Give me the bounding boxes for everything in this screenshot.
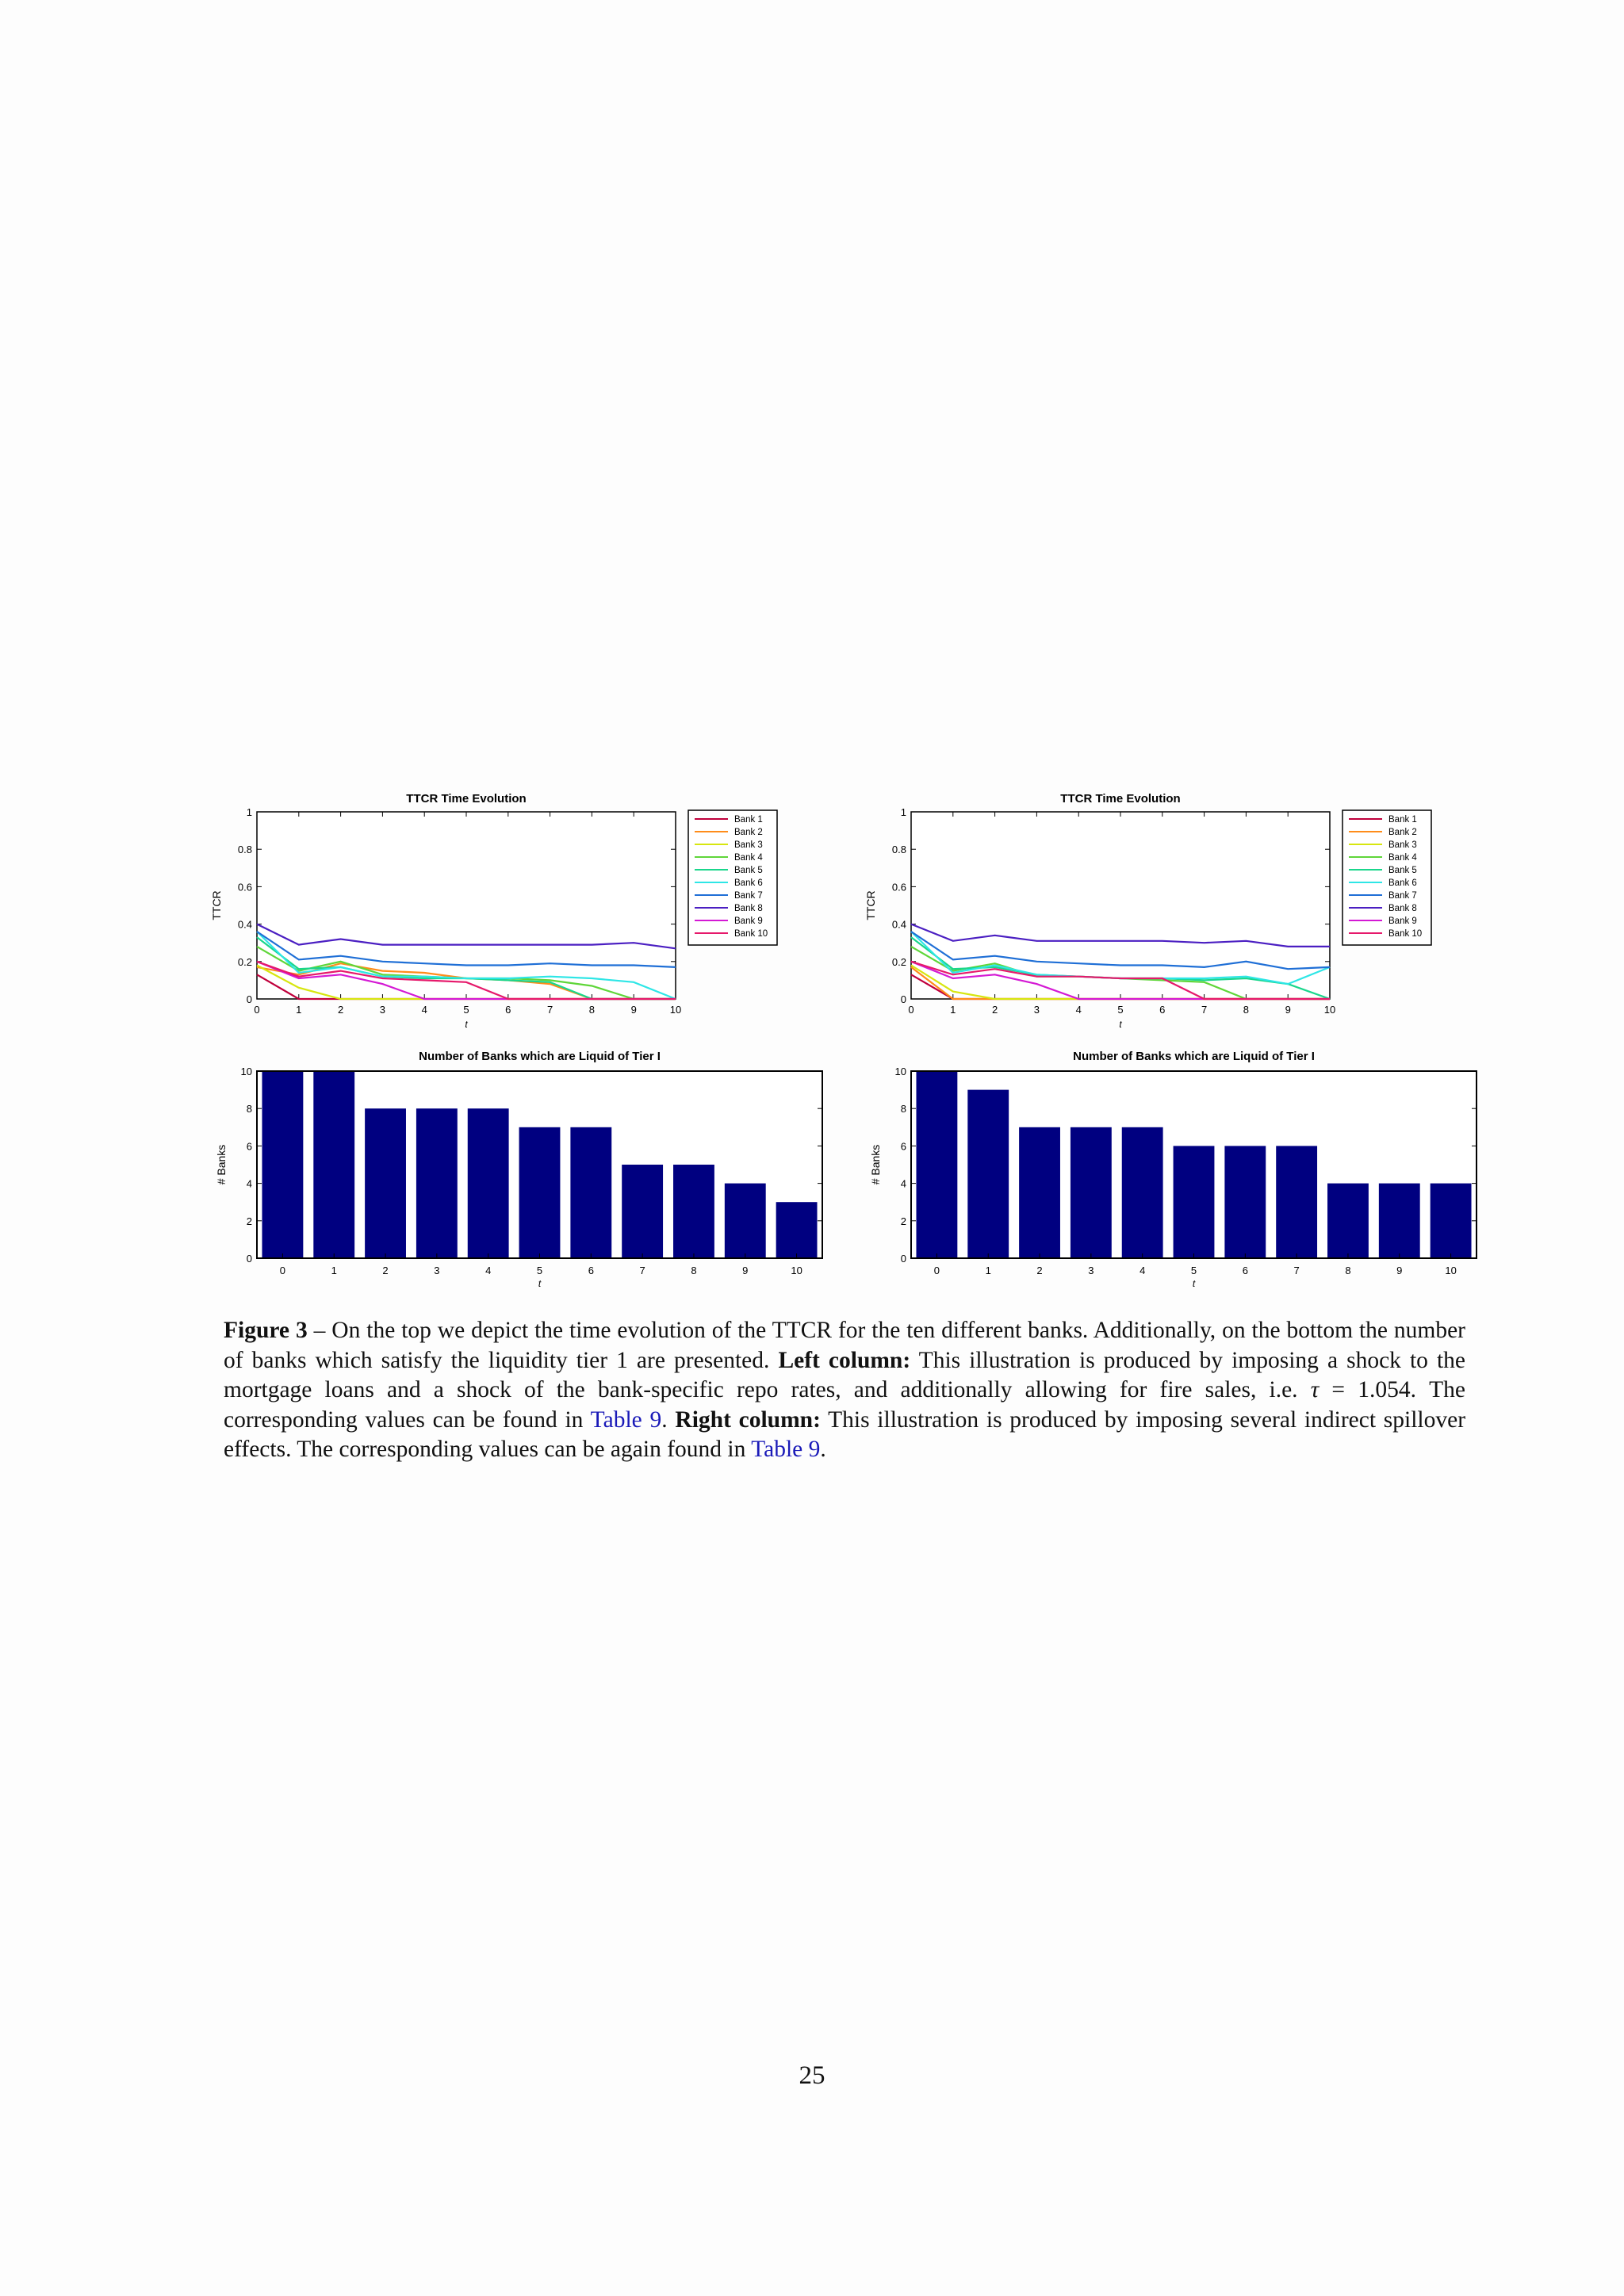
bar-7 (622, 1165, 663, 1258)
y-tick-label: 2 (900, 1215, 906, 1227)
legend-label-bank-6: Bank 6 (1388, 878, 1417, 888)
x-tick-label: 10 (1323, 1004, 1336, 1016)
y-axis-label: # Banks (869, 1144, 882, 1185)
legend-label-bank-4: Bank 4 (734, 853, 763, 863)
bar-10 (1431, 1184, 1472, 1258)
y-tick-label: 0.8 (237, 844, 252, 856)
legend-label-bank-8: Bank 8 (734, 904, 763, 913)
table-9-link-2[interactable]: Table 9 (751, 1437, 821, 1462)
x-axis-label: t (538, 1278, 542, 1289)
x-tick-label: 4 (1075, 1004, 1082, 1016)
y-axis-label: TTCR (210, 890, 223, 920)
x-tick-label: 8 (691, 1265, 697, 1276)
caption-dash: – (307, 1318, 332, 1343)
bar-3 (1071, 1127, 1112, 1258)
legend-label-bank-9: Bank 9 (1388, 916, 1417, 926)
legend-label-bank-10: Bank 10 (1388, 929, 1423, 939)
x-tick-label: 7 (639, 1265, 645, 1276)
caption-text-6: . (820, 1437, 826, 1462)
x-axis-label: t (465, 1019, 468, 1030)
chart-title: TTCR Time Evolution (1060, 792, 1181, 806)
y-tick-label: 4 (246, 1177, 252, 1190)
y-tick-label: 0.6 (237, 881, 252, 894)
x-tick-label: 2 (337, 1004, 344, 1016)
bar-6 (1224, 1146, 1266, 1258)
plot-area (911, 812, 1330, 999)
y-tick-label: 2 (246, 1215, 252, 1227)
legend-label-bank-2: Bank 2 (1388, 828, 1417, 837)
legend-label-bank-7: Bank 7 (734, 891, 763, 901)
x-tick-label: 7 (1201, 1004, 1208, 1016)
x-tick-label: 8 (1243, 1004, 1250, 1016)
x-tick-label: 5 (463, 1004, 469, 1016)
x-tick-label: 10 (1445, 1265, 1457, 1276)
x-tick-label: 9 (1285, 1004, 1291, 1016)
bar-9 (1379, 1184, 1420, 1258)
caption-text-1: On the top we depict the time evolution of the TTCR for the ten different banks. Additionally, on the bottom the number of banks which satisfy the liquidity tier 1 are presented. (224, 1318, 1466, 1373)
legend-label-bank-3: Bank 3 (1388, 840, 1417, 850)
caption-text-5: This illustration is produced by imposing several indirect spillover effects. The corresponding values can be again found in (224, 1406, 1466, 1462)
x-tick-label: 3 (1033, 1004, 1040, 1016)
x-tick-label: 6 (1242, 1265, 1248, 1276)
y-tick-label: 6 (246, 1140, 252, 1153)
legend-label-bank-8: Bank 8 (1388, 904, 1417, 913)
x-tick-label: 1 (985, 1265, 991, 1276)
liquid-banks-chart-right (852, 1039, 1487, 1300)
bar-5 (1174, 1146, 1215, 1258)
x-tick-label: 6 (588, 1265, 594, 1276)
y-tick-label: 1 (900, 806, 906, 818)
x-tick-label: 3 (434, 1265, 440, 1276)
x-tick-label: 0 (279, 1265, 286, 1276)
left-column-label: Left column: (778, 1347, 911, 1373)
x-tick-label: 8 (588, 1004, 596, 1016)
x-tick-label: 3 (1088, 1265, 1094, 1276)
y-tick-label: 8 (900, 1103, 906, 1115)
x-tick-label: 5 (1117, 1004, 1124, 1016)
bar-2 (1019, 1127, 1060, 1258)
tau-value: = 1.054 (1319, 1377, 1411, 1402)
bar-8 (673, 1165, 714, 1258)
legend-label-bank-4: Bank 4 (1388, 853, 1417, 863)
ttcr-chart-right (852, 781, 1479, 1035)
legend-box (688, 810, 777, 945)
bar-2 (365, 1108, 406, 1258)
table-9-link[interactable]: Table 9 (590, 1406, 662, 1433)
x-tick-label: 0 (933, 1265, 940, 1276)
x-tick-label: 9 (1396, 1265, 1403, 1276)
x-tick-label: 8 (1345, 1265, 1351, 1276)
bar-8 (1327, 1184, 1369, 1258)
x-tick-label: 4 (1139, 1265, 1146, 1276)
y-tick-label: 0.4 (891, 918, 906, 931)
y-tick-label: 4 (900, 1177, 906, 1190)
page-number: 25 (799, 2061, 825, 2090)
x-tick-label: 6 (505, 1004, 511, 1016)
legend-label-bank-9: Bank 9 (734, 916, 763, 926)
y-tick-label: 0.4 (237, 918, 252, 931)
x-tick-label: 3 (379, 1004, 386, 1016)
legend-label-bank-5: Bank 5 (1388, 866, 1417, 875)
x-tick-label: 4 (421, 1004, 427, 1016)
x-tick-label: 9 (630, 1004, 637, 1016)
bar-1 (313, 1071, 354, 1258)
y-tick-label: 8 (246, 1103, 252, 1115)
legend-label-bank-1: Bank 1 (1388, 815, 1417, 825)
x-tick-label: 5 (1190, 1265, 1197, 1276)
x-axis-label: t (1192, 1278, 1196, 1289)
right-column-label: Right column: (675, 1406, 821, 1433)
bar-0 (916, 1071, 957, 1258)
y-tick-label: 0 (246, 993, 252, 1005)
y-tick-label: 0 (900, 993, 906, 1005)
legend-label-bank-1: Bank 1 (734, 815, 763, 825)
x-axis-label: t (1119, 1019, 1122, 1030)
y-tick-label: 10 (894, 1066, 906, 1077)
legend-label-bank-10: Bank 10 (734, 929, 768, 939)
legend-label-bank-5: Bank 5 (734, 866, 763, 875)
y-tick-label: 0.8 (891, 844, 906, 856)
caption-text-2: This illustration is produced by imposing a shock to the mortgage loans and a shock of the bank-specific repo rates, and additionally allowing for fire sales, i.e. (224, 1347, 1465, 1402)
x-tick-label: 1 (950, 1004, 956, 1016)
bar-1 (967, 1090, 1009, 1258)
x-tick-label: 0 (908, 1004, 914, 1016)
legend-label-bank-6: Bank 6 (734, 878, 763, 888)
bar-3 (416, 1108, 458, 1258)
x-tick-label: 5 (536, 1265, 543, 1276)
x-tick-label: 7 (546, 1004, 553, 1016)
x-tick-label: 2 (1036, 1265, 1043, 1276)
liquid-banks-chart-left (198, 1039, 833, 1300)
chart-title: Number of Banks which are Liquid of Tier I (419, 1050, 661, 1063)
bar-4 (468, 1108, 509, 1258)
caption-text-3: . The corresponding values can be found in (224, 1377, 1465, 1433)
legend-label-bank-2: Bank 2 (734, 828, 763, 837)
bar-5 (519, 1127, 561, 1258)
ttcr-chart-left (198, 781, 801, 1035)
bar-10 (776, 1202, 818, 1258)
chart-title: TTCR Time Evolution (406, 792, 527, 806)
y-axis-label: TTCR (864, 890, 877, 920)
bar-6 (570, 1127, 611, 1258)
plot-area (257, 812, 676, 999)
y-tick-label: 0 (900, 1253, 906, 1265)
figure-caption (224, 1316, 1465, 1465)
figure-label: Figure 3 (224, 1318, 308, 1343)
x-tick-label: 10 (791, 1265, 802, 1276)
x-tick-label: 7 (1293, 1265, 1300, 1276)
legend-box (1342, 810, 1431, 945)
x-tick-label: 6 (1159, 1004, 1166, 1016)
chart-title: Number of Banks which are Liquid of Tier I (1073, 1050, 1315, 1063)
y-tick-label: 0.2 (891, 955, 906, 968)
legend-label-bank-3: Bank 3 (734, 840, 763, 850)
bar-9 (725, 1184, 766, 1258)
tau-symbol: τ (1310, 1377, 1320, 1402)
bar-4 (1122, 1127, 1163, 1258)
y-tick-label: 0.6 (891, 881, 906, 894)
x-tick-label: 4 (485, 1265, 492, 1276)
x-tick-label: 2 (382, 1265, 389, 1276)
x-tick-label: 1 (331, 1265, 337, 1276)
legend-label-bank-7: Bank 7 (1388, 891, 1417, 901)
x-tick-label: 1 (296, 1004, 302, 1016)
y-tick-label: 0.2 (237, 955, 252, 968)
x-tick-label: 2 (991, 1004, 998, 1016)
y-axis-label: # Banks (215, 1144, 228, 1185)
y-tick-label: 10 (240, 1066, 252, 1077)
caption-text-4: . (661, 1406, 676, 1433)
y-tick-label: 0 (246, 1253, 252, 1265)
y-tick-label: 6 (900, 1140, 906, 1153)
y-tick-label: 1 (246, 806, 252, 818)
bar-7 (1276, 1146, 1317, 1258)
x-tick-label: 10 (669, 1004, 682, 1016)
bar-0 (262, 1071, 303, 1258)
x-tick-label: 9 (742, 1265, 749, 1276)
x-tick-label: 0 (254, 1004, 260, 1016)
